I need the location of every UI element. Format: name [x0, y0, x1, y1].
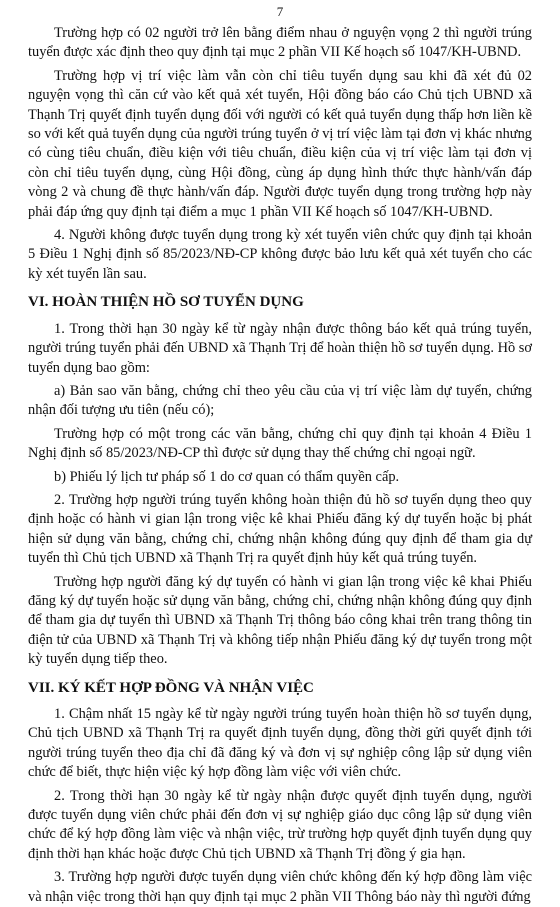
paragraph: Trường hợp có 02 người trở lên bằng điểm nhau ở nguyện vọng 2 thì người trúng tuyển được xác định theo quy định tại mục 2 phần VII Kế hoạch số 1047/KH-UBND.: [28, 25, 532, 61]
paragraph: 3. Trường hợp người được tuyển dụng viên chức không đến ký hợp đồng làm việc và nhận việc trong thời hạn quy định tại mục 2 phần VII Thông báo này thì người đứng: [28, 869, 532, 905]
paragraph: Trường hợp vị trí việc làm vẫn còn chỉ tiêu tuyển dụng sau khi đã xét đủ 02 nguyện vọng thì căn cứ vào kết quả xét tuyển, Hội đồng báo cáo Chủ tịch UBND xã Thạnh Trị quyết định tuyển dụng đối với người có kết quả tuyển dụng thấp hơn liền kề so với kết quả tuyển dụng của người trúng tuyển ở vị trí việc làm tại đơn vị khác nhưng có cùng tiêu chuẩn, điều kiện với tiêu chuẩn, điều kiện của vị trí việc làm tại đơn vị còn chỉ tiêu tuyển dụng, cùng Hội đồng, cùng áp dụng hình thức thực hành/vấn đáp vòng 2 và chung đề thực hành/vấn đáp. Người được tuyển dụng trong trường hợp này phải đáp ứng quy định tại điểm a mục 1 phần VII Kế hoạch số 1047/KH-UBND.: [28, 67, 532, 220]
section-heading-vii: VII. KÝ KẾT HỢP ĐỒNG VÀ NHẬN VIỆC: [28, 679, 314, 696]
paragraph: a) Bản sao văn bằng, chứng chỉ theo yêu cầu của vị trí việc làm dự tuyển, chứng nhận đối tượng ưu tiên (nếu có);: [28, 382, 532, 419]
section-heading-vi: VI. HOÀN THIỆN HỒ SƠ TUYỂN DỤNG: [28, 294, 304, 311]
document-body: [28, 24, 532, 907]
paragraph: 1. Trong thời hạn 30 ngày kể từ ngày nhận được thông báo kết quả trúng tuyển, người trúng tuyển phải đến UBND xã Thạnh Trị để hoàn thiện hồ sơ tuyển dụng. Hồ sơ tuyển dụng bao gồm:: [28, 320, 532, 376]
page-number: 7: [276, 4, 284, 19]
paragraph: Trường hợp người đăng ký dự tuyển có hành vi gian lận trong việc kê khai Phiếu đăng ký dự tuyển hoặc sử dụng văn bằng, chứng chỉ, chứng nhận không đúng quy định để tham gia dự tuyển thì UBND xã Thạnh Trị thông báo công khai trên trang thông tin điện tử của UBND xã Thạnh Trị và không tiếp nhận Phiếu đăng ký dự tuyển trong một kỳ tuyển dụng tiếp theo.: [28, 573, 532, 668]
paragraph: 2. Trường hợp người trúng tuyển không hoàn thiện đủ hồ sơ tuyển dụng theo quy định hoặc có hành vi gian lận trong việc kê khai Phiếu đăng ký dự tuyển hoặc bị phát hiện sử dụng văn bằng, chứng chỉ, chứng nhận không đúng quy định để tham gia dự tuyển thì Chủ tịch UBND xã Thạnh Trị ra quyết định hủy kết quả trúng tuyển.: [28, 491, 532, 567]
paragraph: Trường hợp có một trong các văn bằng, chứng chỉ quy định tại khoản 4 Điều 1 Nghị định số 85/2023/NĐ-CP thì được sử dụng thay thế chứng chỉ ngoại ngữ.: [28, 425, 532, 462]
paragraph: 1. Chậm nhất 15 ngày kể từ ngày người trúng tuyển hoàn thiện hồ sơ tuyển dụng, Chủ tịch UBND xã Thạnh Trị ra quyết định tuyển dụng, đồng thời gửi quyết định tới người trúng tuyển theo địa chỉ đã đăng ký và đơn vị sự nghiệp công lập sử dụng viên chức để biết, thực hiện việc ký hợp đồng làm việc với viên chức.: [28, 706, 532, 781]
paragraph: 4. Người không được tuyển dụng trong kỳ xét tuyển viên chức quy định tại khoản 5 Điều 1 Nghị định số 85/2023/NĐ-CP không được bảo lưu kết quả xét tuyển cho các kỳ xét tuyển lần sau.: [28, 227, 532, 282]
paragraph: 2. Trong thời hạn 30 ngày kể từ ngày nhận được quyết định tuyển dụng, người được tuyển dụng viên chức phải đến đơn vị sự nghiệp giáo dục công lập sử dụng viên chức để ký hợp đồng làm việc và nhận việc, trừ trường hợp quyết định tuyển dụng quy định thời hạn khác hoặc được Chủ tịch UBND xã Thạnh Trị đồng ý gia hạn.: [28, 787, 532, 862]
paragraph: b) Phiếu lý lịch tư pháp số 1 do cơ quan có thẩm quyền cấp.: [54, 468, 400, 485]
